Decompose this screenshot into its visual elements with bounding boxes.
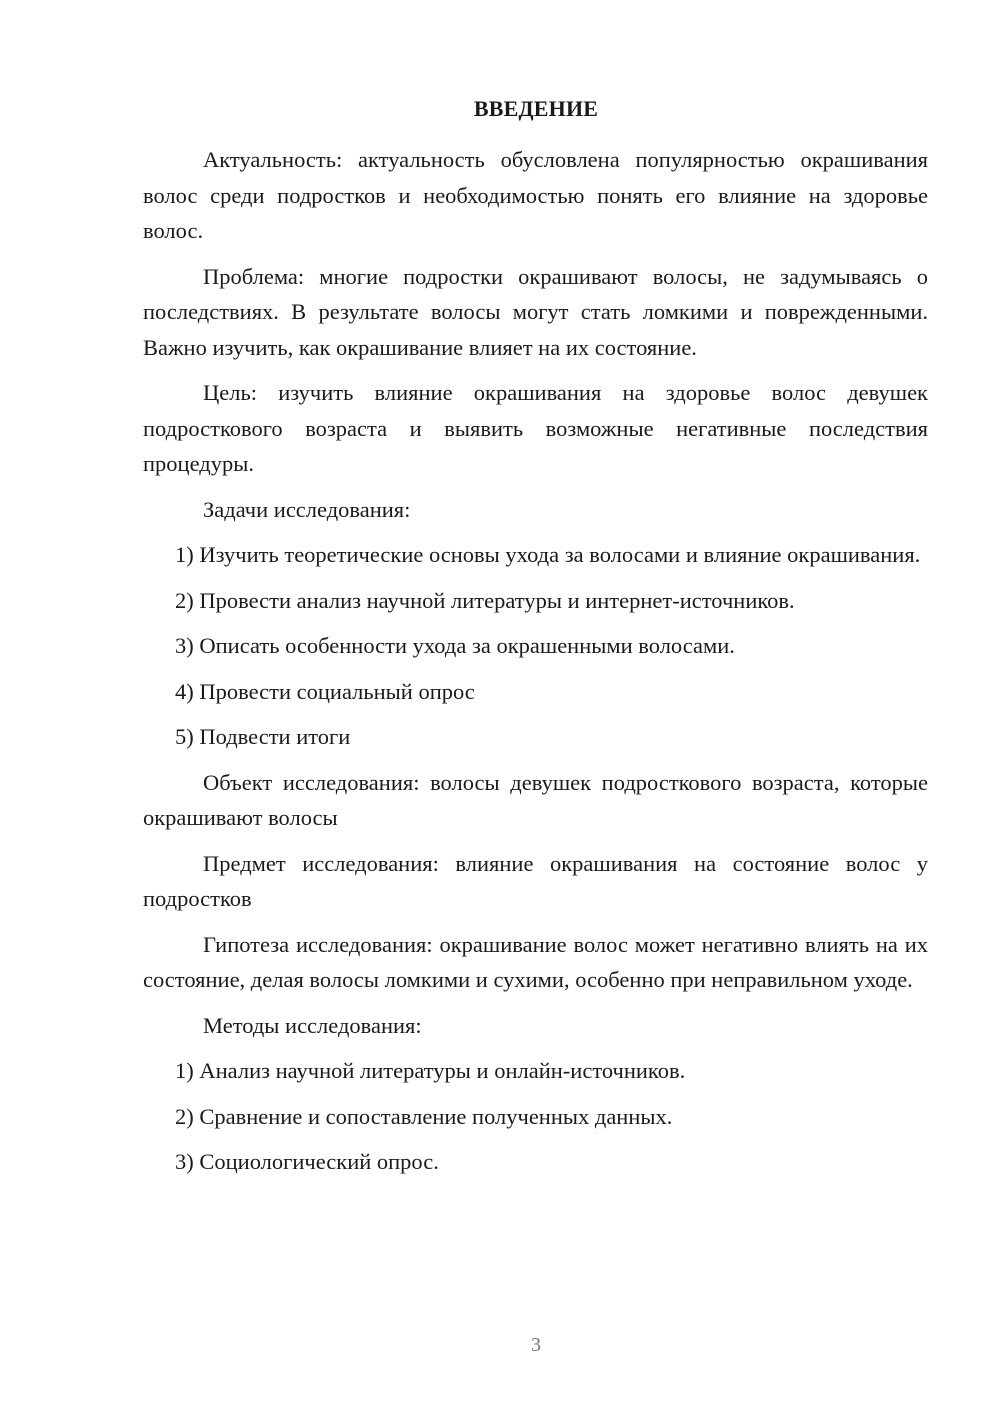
method-item: 3) Социологический опрос. [175,1149,439,1174]
method-item: 1) Анализ научной литературы и онлайн-источников. [175,1058,686,1083]
task-item: 1) Изучить теоретические основы ухода за волосами и влияние окрашивания. [175,542,921,567]
problem-paragraph: Проблема: многие подростки окрашивают волосы, не задумываясь о последствиях. В результате волосы могут стать ломкими и поврежденными. Важно изучить, как окрашивание влияет на их состояние. [143,263,928,360]
page-title: ВВЕДЕНИЕ [473,96,599,121]
method-item: 2) Сравнение и сопоставление полученных данных. [175,1103,673,1129]
task-item: 4) Провести социальный опрос [175,678,475,704]
goal-paragraph: Цель: изучить влияние окрашивания на здоровье волос девушек подросткового возраста и выявить возможные негативные последствия процедуры. [143,380,928,476]
object-paragraph: Объект исследования: волосы девушек подросткового возраста, которые окрашивают волосы [143,769,928,830]
task-item: 2) Провести анализ научной литературы и интернет-источников. [175,587,795,613]
task-item: 5) Подвести итоги [175,724,351,749]
subject-paragraph: Предмет исследования: влияние окрашивания на состояние волос у подростков [143,850,928,911]
hypothesis-paragraph: Гипотеза исследования: окрашивание волос может негативно влиять на их состояние, делая волосы ломкими и сухими, особенно при неправильном уходе. [143,931,928,992]
document-body [143,142,928,1190]
methods-heading: Методы исследования: [203,1012,422,1038]
task-item: 3) Описать особенности ухода за окрашенными волосами. [175,633,735,658]
relevance-paragraph: Актуальность: актуальность обусловлена популярностью окрашивания волос среди подростков и необходимостью понять его влияние на здоровье волос. [143,147,928,243]
page-number: 3 [531,1334,541,1356]
tasks-heading: Задачи исследования: [203,496,411,522]
